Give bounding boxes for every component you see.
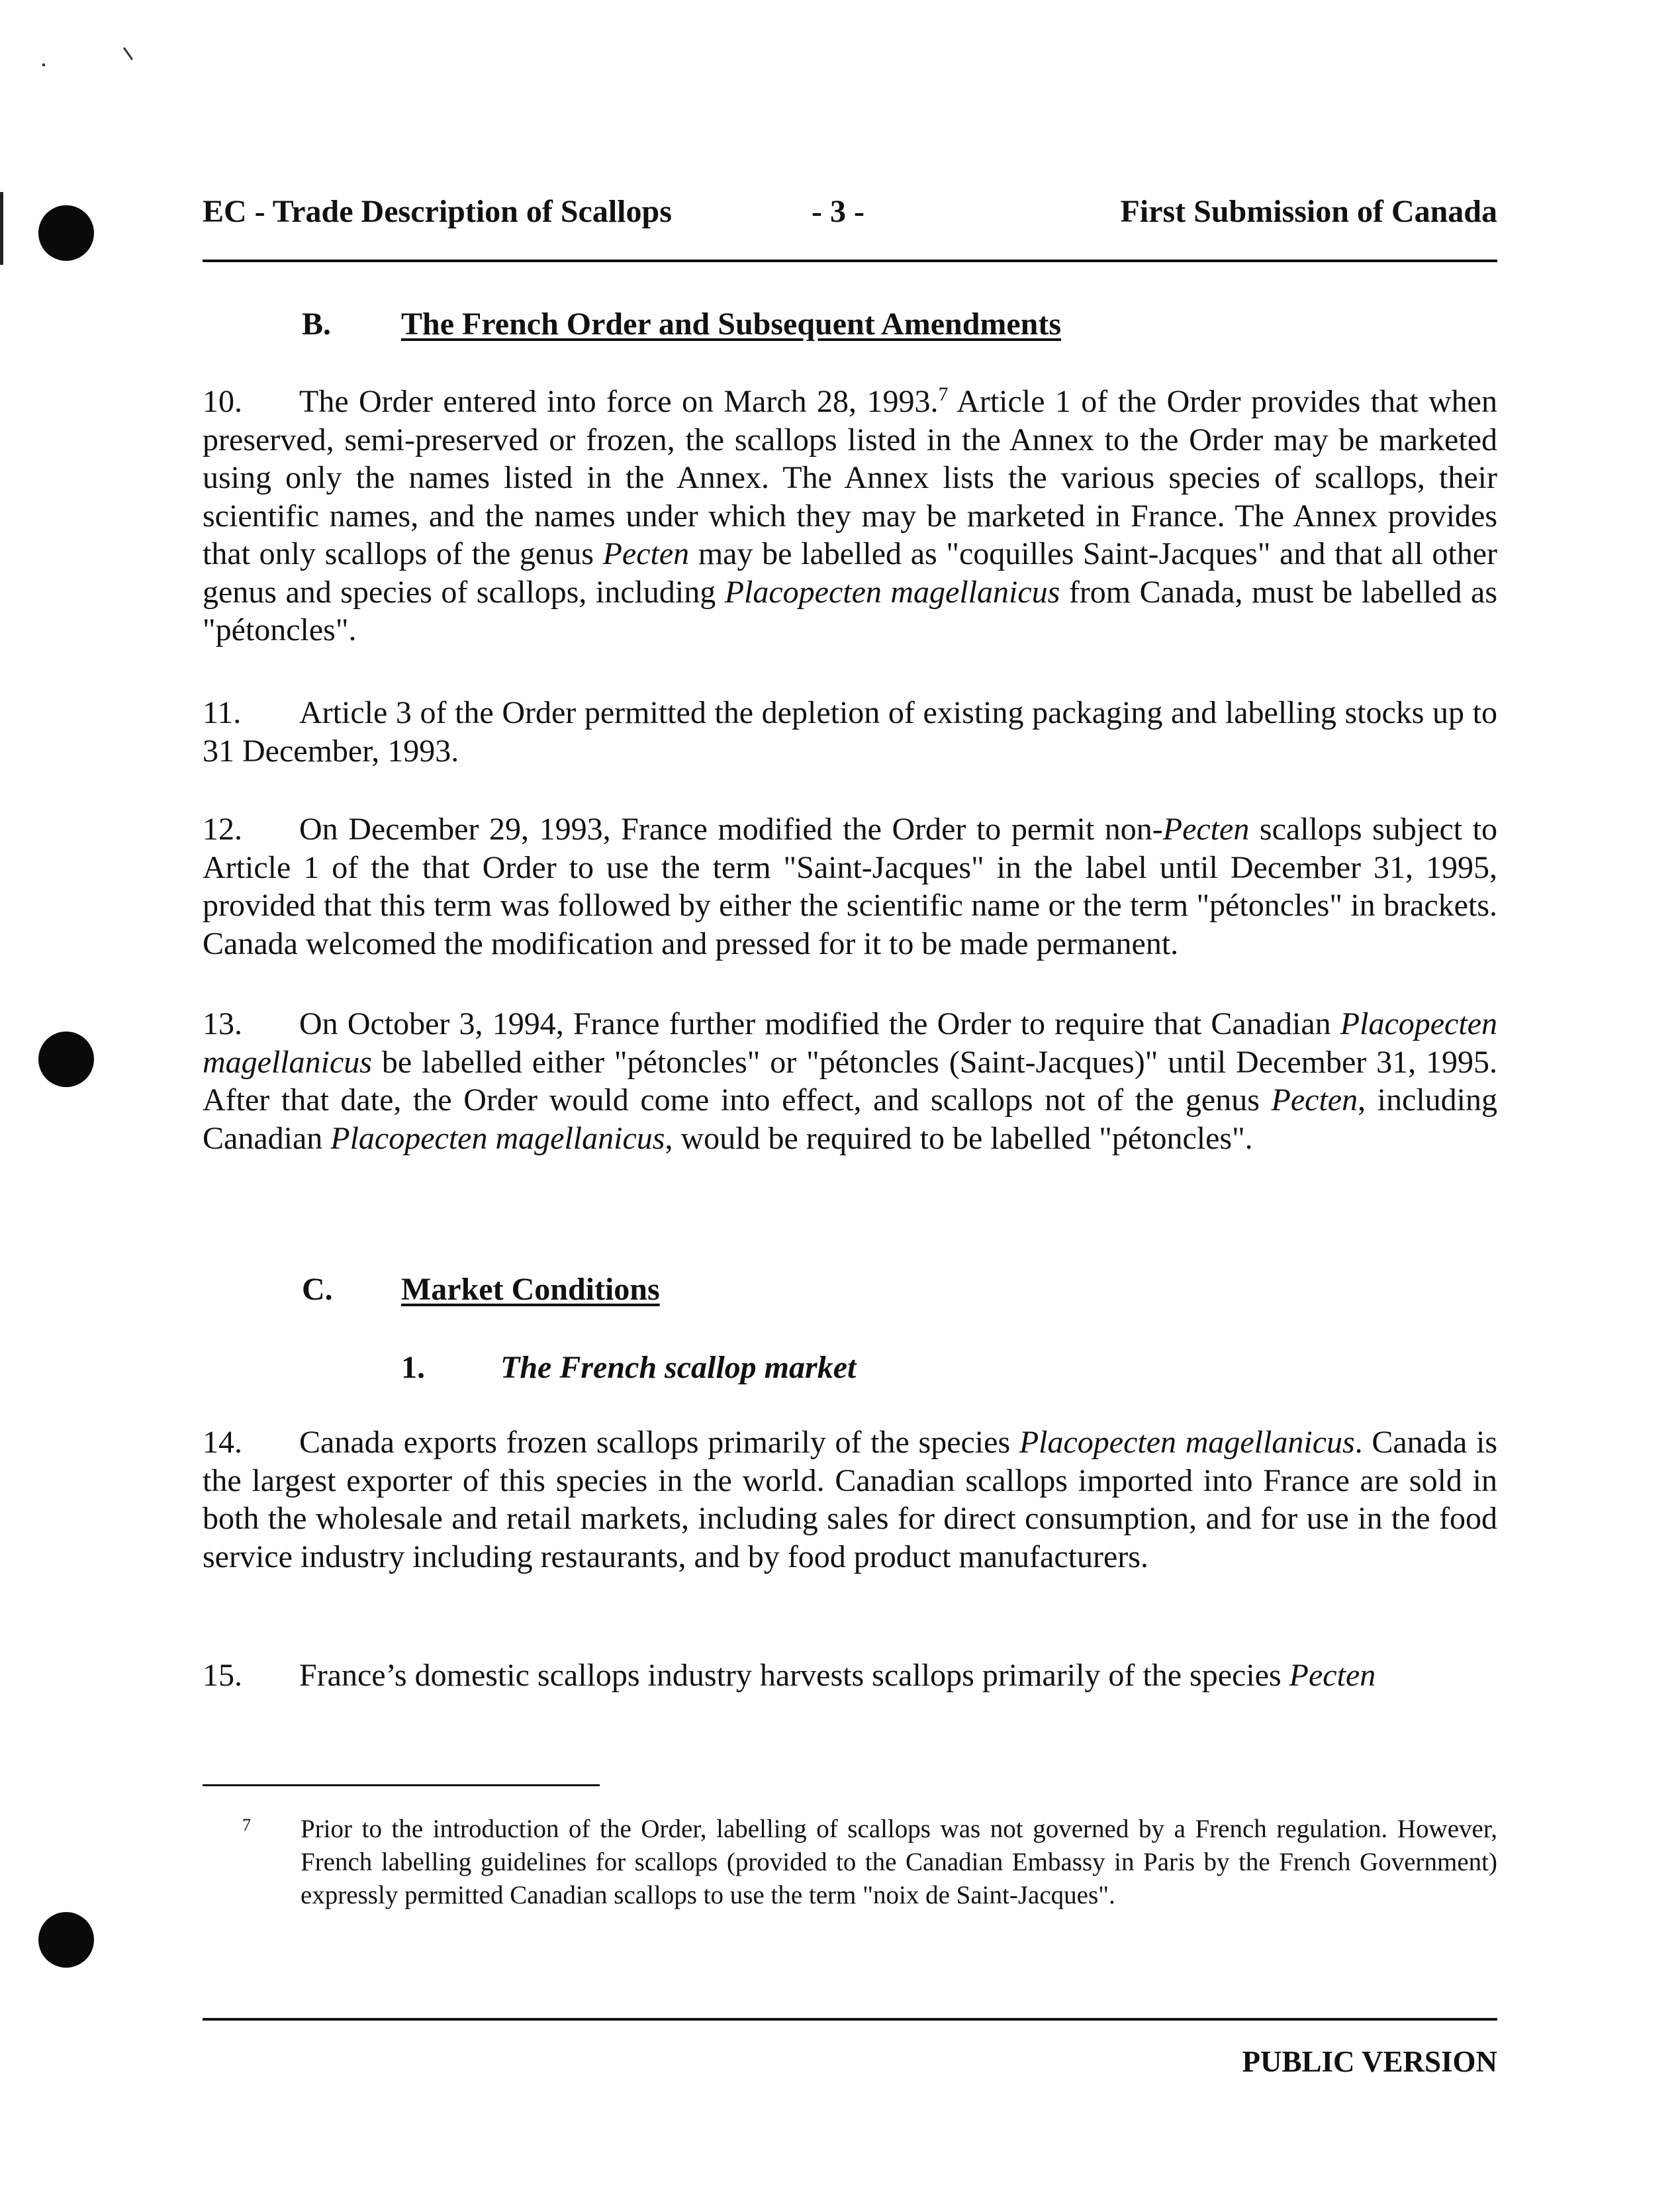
paragraph-14: 14. Canada exports frozen scallops primarily of the species Placopecten magellanicus. Canada is the largest exporter of this species in the world. Canadian scallops imported into France are sold in both the wholesale and retail markets, including sales for direct consumption, and for use in the food service industry including restaurants, and by food product manufacturers. (203, 1425, 1497, 1574)
paragraph-number: 12. (203, 812, 242, 847)
punch-hole (38, 205, 94, 261)
paragraph-15: 15. France’s domestic scallops industry harvests scallops primarily of the species Pecten (203, 1656, 1497, 1695)
section-heading-b (302, 306, 1061, 342)
header-document-title: EC - Trade Description of Scallops (203, 194, 672, 229)
paragraph-number: 13. (203, 1006, 242, 1041)
subsection-heading-1 (401, 1349, 856, 1386)
scan-edge-mark (0, 192, 3, 265)
paragraph-number: 14. (203, 1425, 242, 1460)
paragraph-number: 10. (203, 384, 242, 419)
header-rule (203, 260, 1497, 262)
footnote-7 (242, 1813, 1497, 1912)
paragraph-11: 11. Article 3 of the Order permitted the depletion of existing packaging and labelling stocks up to 31 December, 1993. (203, 695, 1497, 769)
subsection-title: The French scallop market (500, 1350, 857, 1385)
footnote-text: Prior to the introduction of the Order, labelling of scallops was not governed by a French regulation. However, French labelling guidelines for scallops (provided to the Canadian Embassy in Paris by the French Government) expressly permitted Canadian scallops to use the term "noix de Saint-Jacques". (301, 1815, 1497, 1909)
paragraph-12: 12. On December 29, 1993, France modified the Order to permit non-Pecten scallops subject to Article 1 of the that Order to use the term "Saint-Jacques" in the label until December 31, 1995, provided that this term was followed by either the scientific name or the term "pétoncles" in brackets. Canada welcomed the modification and pressed for it to be made permanent. (203, 812, 1498, 961)
paragraph-10: 10. The Order entered into force on March 28, 1993.$^7$ Article 1 of the Order provides that when preserved, semi-preserved or frozen, the scallops listed in the Annex to the Order may be marketed using only the names listed in the Annex. The Annex lists the various species of scallops, their scientific names, and the names under which they may be marketed in France. The Annex provides that only scallops of the genus Pecten may be labelled as "coquilles Saint-Jacques" and that all other genus and species of scallops, including Placopecten magellanicus from Canada, must be labelled as "pétoncles". (203, 383, 1498, 647)
public-version-label: PUBLIC VERSION (1242, 2045, 1497, 2078)
punch-hole (38, 1912, 94, 1968)
header-submission-title: First Submission of Canada (1120, 194, 1497, 229)
paragraph-number: 11. (203, 695, 242, 730)
footnote-reference: 7 (938, 383, 949, 405)
section-number: C. (302, 1272, 333, 1307)
header-page-number: - 3 - (812, 194, 864, 229)
footnote-separator (203, 1784, 600, 1786)
section-title: Market Conditions (401, 1272, 660, 1307)
section-title: The French Order and Subsequent Amendments (401, 307, 1062, 342)
footnote-number: 7 (242, 1815, 251, 1835)
paragraph-number: 15. (203, 1658, 242, 1693)
section-heading-c (302, 1271, 660, 1308)
page-header (203, 193, 1497, 233)
punch-hole (38, 1031, 94, 1087)
footer-rule (203, 2018, 1497, 2021)
paragraph-13: 13. On October 3, 1994, France further modified the Order to require that Canadian Placopecten magellanicus be labelled either "pétoncles" or "pétoncles (Saint-Jacques)" until December 31, 1995. After that date, the Order would come into effect, and scallops not of the genus Pecten, including Canadian Placopecten magellanicus, would be required to be labelled "pétoncles". (203, 1006, 1497, 1156)
section-number: B. (302, 307, 332, 342)
scan-speck (42, 64, 45, 66)
scan-speck (123, 47, 133, 60)
subsection-number: 1. (401, 1350, 425, 1385)
